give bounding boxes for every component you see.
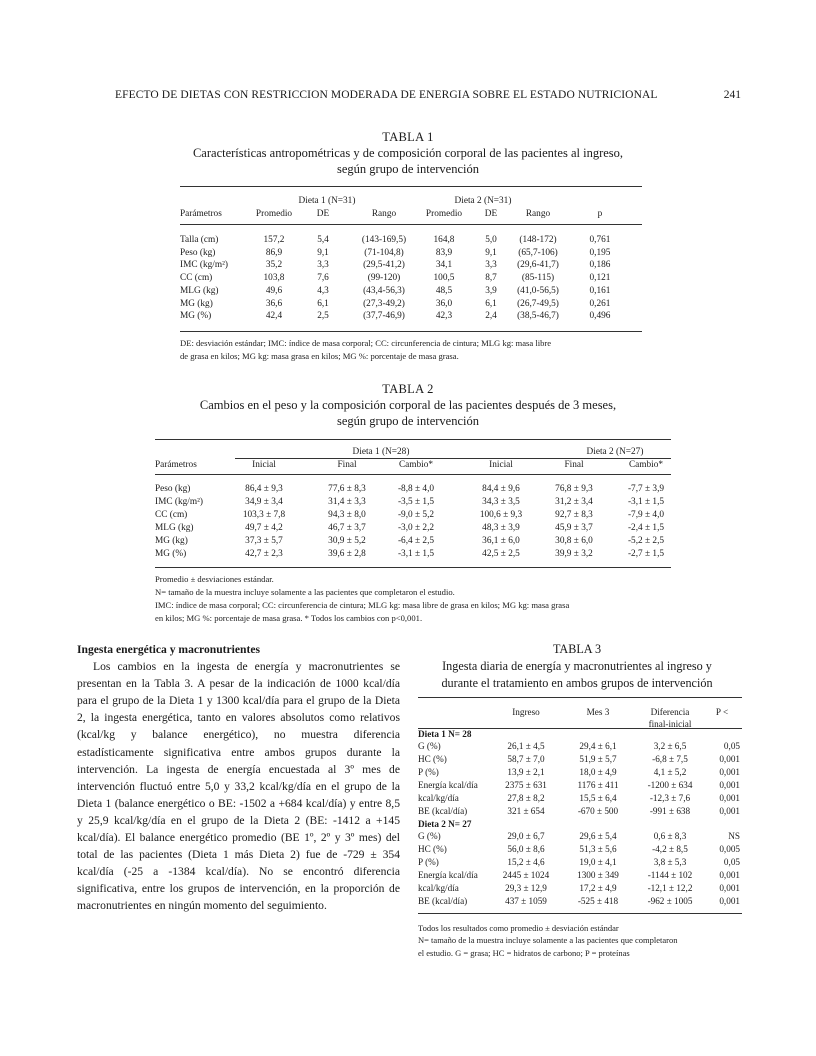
table2-cell: 100,6 ± 9,3: [479, 509, 523, 520]
table1-row-label: MG (%): [180, 311, 212, 322]
table1-bottom-rule: [180, 331, 642, 332]
table1-group2-header: Dieta 2 (N=31): [454, 196, 512, 206]
table1-col-header: Promedio: [255, 209, 293, 219]
table1-cell: (148-172): [519, 235, 557, 245]
table2-col-header: Parámetros: [155, 460, 197, 470]
table3-cell: 29,3 ± 12,9: [505, 883, 547, 893]
table2-note-line: IMC: índice de masa corporal; CC: circunferencia de cintura; MLG kg: masa libre de grasa en kilos; MG kg: masa grasa: [155, 600, 570, 610]
table3-cell: 0,6 ± 8,3: [653, 831, 687, 841]
table2-top-rule: [155, 439, 671, 440]
table1-cell: 48,5: [435, 285, 453, 296]
table2-col-header: Cambio*: [628, 460, 664, 470]
table3-cell: 0,001: [719, 766, 740, 777]
table2-cell: 86,4 ± 9,3: [245, 484, 283, 494]
table1-cell: 3,3: [317, 260, 329, 271]
table3-cell: 437 ± 1059: [505, 896, 547, 906]
table1-cell: 7,6: [317, 273, 329, 284]
table3-cell: 0,001: [719, 753, 740, 764]
table2-cell: 36,1 ± 6,0: [482, 535, 520, 546]
table1-cell: (143-169,5): [361, 235, 407, 245]
table2-cell: 42,7 ± 2,3: [245, 548, 283, 559]
body-paragraph: Los cambios en la ingesta de energía y macronutrientes se presentan en la Tabla 3. A pesar de la indicación de 1000 kcal/día para el grupo de la Dieta 1 y 1300 kcal/día para el grupo de la Dieta 2, la ingesta energética, tanto en valores absolutos como relativos (kcal/kg y balance energético), no muestra diferencia estadísticamente significativa entre ambos grupos durante la intervención. La ingesta de energía encuestada al 3º mes de intervención fluctuó entre 5,0 y 33,2 kcal/kg/día en el grupo de la Dieta 1 (balance energético o BE: -1502 a +684 kcal/día) y entre 8,5 y 25,9 kcal/kg/día en el grupo de la Dieta 2 (BE: -1412 a +145 kcal/día). El balance energético promedio (BE 1º, 2º y 3º mes) del total de las pacientes (Dieta 1 más Dieta 2) fue de -729 ± 354 kcal/día (-25 a -1384 kcal/día). No se encontró diferencia significativa, entre los grupos de intervención, en la proporción de macronutrientes en ningún momento del seguimiento.: [77, 660, 400, 913]
table3-cell: 29,6 ± 5,4: [579, 831, 617, 841]
table3-row-label: P (%): [418, 857, 439, 867]
table2-cell: 42,5 ± 2,5: [482, 548, 520, 559]
table2-cell: 31,4 ± 3,3: [328, 496, 366, 507]
table3-cell: 19,0 ± 4,1: [579, 857, 617, 867]
page-number: 241: [723, 89, 741, 101]
table2-notes: [155, 573, 695, 625]
table1-cell: 0,761: [589, 235, 611, 245]
table1-cell: 0,161: [589, 285, 611, 296]
table1-header-rule: [180, 224, 642, 225]
table2-cell: 34,9 ± 3,4: [245, 496, 283, 507]
table1-cell: (37,7-46,9): [363, 311, 405, 322]
table1-cell: 42,3: [435, 311, 453, 322]
table3-caption: [412, 641, 742, 692]
running-head-title: EFECTO DE DIETAS CON RESTRICCION MODERADA DE ENERGIA SOBRE EL ESTADO NUTRICIONAL: [115, 89, 658, 101]
table3-cell: -12,1 ± 12,2: [647, 883, 693, 893]
table1-cell: 164,8: [433, 235, 455, 245]
table1-col-header: DE: [484, 209, 498, 219]
table3-cell: 29,0 ± 6,7: [507, 831, 545, 841]
table3-cell: 51,3 ± 5,6: [579, 844, 617, 854]
table3-cell: 27,8 ± 8,2: [507, 792, 545, 803]
table3-cell: -670 ± 500: [577, 805, 619, 816]
table2-cell: 30,8 ± 6,0: [555, 535, 593, 546]
table1-cell: 36,6: [265, 298, 283, 309]
table2-cell: -6,4 ± 2,5: [397, 535, 435, 546]
table1-cell: (29,5-41,2): [363, 260, 405, 271]
table3-cell: 29,4 ± 6,1: [579, 741, 617, 751]
table3-label: TABLA 3: [552, 642, 602, 656]
table1-caption-line2: según grupo de intervención: [337, 162, 479, 176]
table2-col-header: Final: [337, 460, 357, 470]
table3-cell: -525 ± 418: [577, 896, 619, 906]
table1-col-header: Parámetros: [180, 209, 222, 219]
table2-cell: -7,7 ± 3,9: [627, 484, 665, 494]
table3-row-label: Energía kcal/día: [418, 870, 478, 880]
table1-col-header: p: [597, 209, 603, 219]
table3-cell: 0,001: [719, 896, 740, 906]
table3-cell: 0,001: [719, 779, 740, 790]
table2-cell: 48,3 ± 3,9: [482, 522, 520, 533]
table1-cell: (27,3-49,2): [363, 298, 405, 309]
table2-header-rule: [155, 474, 671, 475]
table1-row-label: Talla (cm): [180, 235, 219, 245]
table2-cell: 45,9 ± 3,7: [555, 522, 593, 533]
table3-cell: 56,0 ± 8,6: [507, 844, 545, 854]
table3-cell: -962 ± 1005: [647, 896, 693, 906]
table3-row-label: HC (%): [418, 753, 447, 764]
table2-note-line: en kilos; MG %: porcentaje de masa grasa. * Todos los cambios con p<0,001.: [155, 613, 423, 623]
table2-label: TABLA 2: [382, 382, 434, 396]
table3-col-header: Diferencia: [650, 707, 690, 717]
table1-cell: 86,9: [265, 247, 283, 258]
table3-cell: 51,9 ± 5,7: [579, 753, 617, 764]
table1-col-header: Rango: [371, 209, 397, 219]
table2-caption: [130, 381, 686, 429]
table2-col-header: Final: [564, 460, 584, 470]
table2-cell: -3,1 ± 1,5: [397, 548, 435, 559]
table2-group1-header: Dieta 1 (N=28): [352, 447, 410, 457]
body-text-column: [77, 641, 400, 915]
table3-cell: 0,05: [723, 857, 740, 867]
table1-label: TABLA 1: [382, 130, 434, 144]
table3-row-label: G (%): [418, 741, 441, 751]
table3-cell: -1200 ± 634: [647, 779, 693, 790]
table2-cell: 49,7 ± 4,2: [245, 522, 283, 533]
table1-cell: 2,5: [317, 311, 329, 322]
table2-cell: 37,3 ± 5,7: [245, 535, 283, 546]
table2-cell: 34,3 ± 3,5: [482, 496, 520, 507]
table1-cell: 3,3: [485, 260, 497, 271]
table3-caption-line1: Ingesta diaria de energía y macronutrientes al ingreso y: [442, 659, 712, 673]
table1-col-header: DE: [316, 209, 330, 219]
table3-row-label: Energía kcal/día: [418, 779, 478, 790]
table1-cell: 9,1: [317, 247, 329, 258]
table2-cell: -8,8 ± 4,0: [397, 484, 435, 494]
table3-cell: 3,8 ± 5,3: [653, 857, 687, 867]
table1-cell: 157,2: [263, 235, 285, 245]
table2-cell: 103,3 ± 7,8: [242, 509, 286, 520]
table3-cell: -6,8 ± 7,5: [652, 753, 688, 764]
table1-cell: 6,1: [317, 298, 329, 309]
table2-cell: 39,6 ± 2,8: [328, 548, 366, 559]
table1-cell: (65,7-106): [518, 247, 558, 258]
table3-group1-label: Dieta 1 N= 28: [418, 729, 472, 739]
table3-cell: 17,2 ± 4,9: [579, 883, 617, 893]
table1-cell: (99-120): [367, 273, 401, 284]
table3-note-line: Todos los resultados como promedio ± desviación estándar: [418, 923, 619, 933]
table3-col-header-line2: final-inicial: [648, 719, 692, 729]
table2-cell: 77,6 ± 8,3: [328, 484, 366, 494]
table2-group2-header: Dieta 2 (N=27): [586, 447, 644, 457]
table3-cell: -4,2 ± 8,5: [652, 844, 688, 854]
table1-caption: [130, 129, 686, 177]
table1-cell: 100,5: [433, 273, 455, 284]
table2-col-header: Cambio*: [398, 460, 434, 470]
table3-row-label: P (%): [418, 766, 439, 777]
table2-cell: -7,9 ± 4,0: [627, 509, 665, 520]
table3-row-label: kcal/kg/día: [418, 792, 459, 803]
table1-cell: (85-115): [521, 273, 555, 284]
table2-row-label: IMC (kg/m²): [155, 496, 203, 507]
table2-cell: 30,9 ± 5,2: [328, 535, 366, 546]
table2-cell: 76,8 ± 9,3: [555, 484, 593, 494]
table1: [180, 186, 642, 332]
table1-cell: 49,6: [265, 285, 283, 296]
table1-row-label: Peso (kg): [180, 247, 216, 258]
table3-cell: 0,001: [719, 792, 740, 803]
table3-cell: 2445 ± 1024: [502, 870, 550, 880]
table3-cell: 4,1 ± 5,2: [653, 766, 687, 777]
table3-cell: 0,05: [723, 741, 740, 751]
table1-cell: 103,8: [263, 273, 285, 284]
table3-note-line: el estudio. G = grasa; HC = hidratos de carbono; P = proteínas: [418, 947, 630, 958]
table3-cell: NS: [728, 831, 740, 841]
table1-cell: 42,4: [265, 311, 283, 322]
table1-top-rule: [180, 186, 642, 187]
table3-row-label: BE (kcal/día): [418, 805, 468, 816]
table2-cell: 92,7 ± 8,3: [555, 509, 593, 520]
table1-cell: 9,1: [485, 247, 497, 258]
table1-row-label: CC (cm): [180, 273, 213, 284]
table2-row-label: MG (kg): [155, 535, 188, 546]
table2-col-header: Inicial: [252, 460, 276, 470]
table3-cell: 3,2 ± 6,5: [653, 741, 687, 751]
table1-cell: 2,4: [485, 311, 497, 322]
table3-cell: -1144 ± 102: [647, 870, 693, 880]
table2-col-header: Inicial: [489, 460, 513, 470]
table3-col-header: Ingreso: [512, 707, 540, 717]
table3: [418, 697, 742, 915]
table2-bottom-rule: [155, 567, 671, 568]
table3-cell: 0,001: [719, 805, 740, 816]
table1-cell: 0,186: [589, 260, 611, 271]
table3-cell: 0,005: [719, 844, 740, 854]
table2-cell: -2,7 ± 1,5: [627, 548, 665, 559]
table1-cell: 8,7: [485, 273, 497, 284]
table2-row-label: MLG (kg): [155, 522, 194, 533]
table1-cell: 3,9: [485, 285, 497, 296]
table1-col-header: Promedio: [425, 209, 463, 219]
table3-cell: 15,2 ± 4,6: [507, 857, 545, 867]
table1-cell: (29,6-41,7): [517, 260, 559, 271]
table3-cell: 1176 ± 411: [577, 779, 619, 790]
table2-cell: 84,4 ± 9,6: [482, 484, 520, 494]
table2-cell: 39,9 ± 3,2: [555, 548, 593, 559]
table1-cell: 6,1: [485, 298, 497, 309]
table1-cell: 4,3: [317, 285, 329, 296]
table3-notes: [418, 922, 748, 959]
table3-cell: -12,3 ± 7,6: [649, 792, 691, 803]
table1-cell: 35,2: [265, 260, 283, 271]
table1-row-label: IMC (kg/m²): [180, 260, 228, 271]
table1-cell: 0,261: [589, 298, 611, 309]
table1-cell: 5,0: [485, 235, 497, 245]
table3-cell: 13,9 ± 2,1: [507, 766, 545, 777]
table2-cell: -3,0 ± 2,2: [397, 522, 435, 533]
table1-row-label: MG (kg): [180, 298, 213, 309]
table2-cell: 31,2 ± 3,4: [555, 496, 593, 507]
table3-col-header: Mes 3: [586, 707, 610, 717]
table1-note-line: de grasa en kilos; MG kg: masa grasa en kilos; MG %: porcentaje de masa grasa.: [180, 351, 459, 361]
table1-notes: [180, 337, 650, 363]
table1-caption-line1: Características antropométricas y de composición corporal de las pacientes al ingreso,: [192, 146, 624, 160]
table3-bottom-rule: [418, 913, 742, 914]
table3-top-rule: [418, 697, 742, 698]
table3-group2-label: Dieta 2 N= 27: [418, 819, 472, 829]
table3-cell: 0,001: [719, 870, 740, 880]
table1-cell: 36,0: [435, 298, 453, 309]
table2-note-line: Promedio ± desviaciones estándar.: [155, 574, 274, 584]
table2-note-line: N= tamaño de la muestra incluye solamente a las pacientes que completaron el estudio.: [155, 587, 455, 597]
table1-group1-header: Dieta 1 (N=31): [298, 196, 356, 206]
table1-cell: 0,195: [589, 247, 611, 258]
table1-col-header: Rango: [525, 209, 551, 219]
table3-cell: 18,0 ± 4,9: [579, 766, 617, 777]
table1-cell: (26,7-49,5): [517, 298, 559, 309]
table1-cell: (38,5-46,7): [517, 311, 559, 322]
table2-cell: 46,7 ± 3,7: [328, 522, 366, 533]
table3-caption-line2: durante el tratamiento en ambos grupos de intervención: [441, 676, 713, 690]
table2-cell: -2,4 ± 1,5: [627, 522, 665, 533]
table3-cell: 321 ± 654: [507, 805, 545, 816]
table3-row-label: kcal/kg/día: [418, 883, 459, 893]
table3-row-label: HC (%): [418, 844, 447, 854]
table1-cell: 34,1: [435, 260, 453, 271]
table3-cell: 1300 ± 349: [577, 870, 619, 880]
section-subheading: Ingesta energética y macronutrientes: [77, 643, 260, 656]
table3-note-line: N= tamaño de la muestra incluye solamente a las pacientes que completaron: [418, 935, 678, 946]
table1-row-label: MLG (kg): [180, 285, 219, 296]
table2-cell: -3,5 ± 1,5: [397, 496, 435, 507]
table2-cell: -3,1 ± 1,5: [627, 496, 665, 507]
table3-cell: 58,7 ± 7,0: [507, 753, 545, 764]
table2-row-label: Peso (kg): [155, 484, 191, 494]
table1-cell: (41,0-56,5): [517, 285, 559, 296]
table2-cell: 94,3 ± 8,0: [328, 509, 366, 520]
table3-row-label: G (%): [418, 831, 441, 841]
table1-cell: (71-104,8): [364, 247, 404, 258]
table3-col-header: P <: [715, 707, 729, 717]
table3-cell: 15,5 ± 6,4: [579, 792, 617, 803]
table3-cell: -991 ± 638: [649, 805, 691, 816]
table2-cell: -9,0 ± 5,2: [397, 509, 435, 520]
table1-cell: 0,496: [589, 311, 611, 322]
table2-row-label: CC (cm): [155, 509, 188, 520]
table2-row-label: MG (%): [155, 548, 187, 559]
table1-note-line: DE: desviación estándar; IMC: índice de masa corporal; CC: circunferencia de cintura; MLG kg: masa libre: [180, 338, 552, 348]
table3-row-label: BE (kcal/día): [418, 896, 468, 906]
table2: [155, 439, 671, 569]
table1-cell: 5,4: [317, 235, 329, 245]
table1-cell: 0,121: [589, 273, 611, 284]
table1-cell: 83,9: [435, 247, 453, 258]
table2-cell: -5,2 ± 2,5: [627, 535, 665, 546]
table1-cell: (43,4-56,3): [363, 285, 405, 296]
table2-caption-line1: Cambios en el peso y la composición corporal de las pacientes después de 3 meses,: [199, 398, 617, 412]
table2-caption-line2: según grupo de intervención: [337, 414, 479, 428]
table3-cell: 26,1 ± 4,5: [507, 741, 545, 751]
table3-cell: 0,001: [719, 883, 740, 893]
table3-cell: 2375 ± 631: [505, 779, 547, 790]
